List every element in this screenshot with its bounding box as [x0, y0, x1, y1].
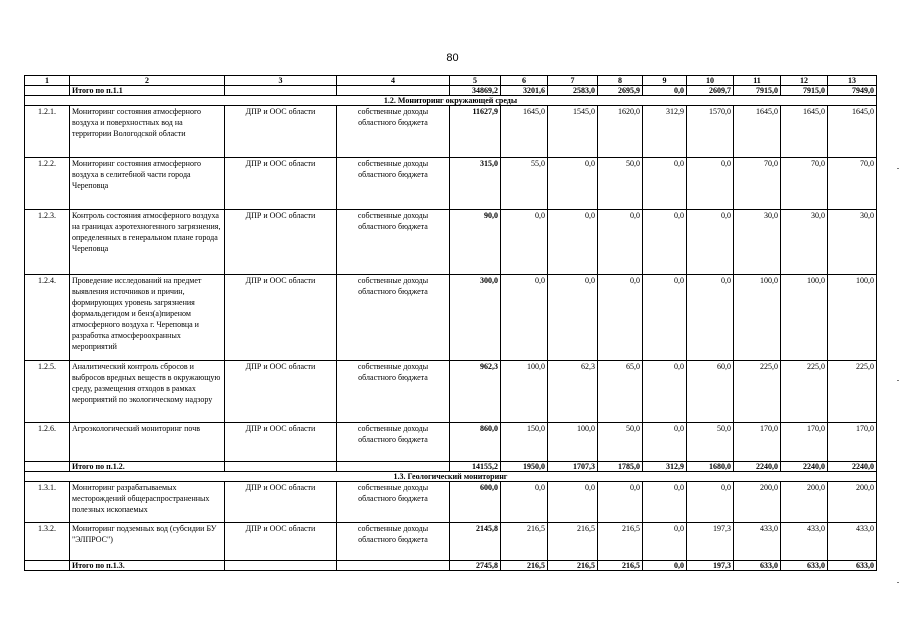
item-value: 170,0 [781, 423, 828, 462]
item-value: 0,0 [687, 482, 734, 523]
item-value: 433,0 [828, 523, 877, 561]
item-executor: ДПР и ООС области [225, 523, 337, 561]
item-number: 1.2.6. [25, 423, 70, 462]
item-value: 216,5 [548, 523, 598, 561]
margin-mark [897, 582, 899, 583]
item-value: 50,0 [598, 158, 643, 210]
item-value: 225,0 [734, 361, 781, 423]
table-row [25, 361, 877, 423]
item-value: 0,0 [548, 275, 598, 361]
item-name: Мониторинг подземных вод (субсидии БУ "ЭЛПРОС") [70, 523, 225, 561]
item-value: 1645,0 [828, 106, 877, 158]
item-funding-source: собственные доходы областного бюджета [337, 523, 450, 561]
item-number: 1.2.1. [25, 106, 70, 158]
item-value: 0,0 [501, 482, 548, 523]
total-row [25, 561, 877, 571]
item-value: 30,0 [781, 210, 828, 275]
total-value: 2240,0 [828, 462, 877, 472]
total-value: 1707,3 [548, 462, 598, 472]
item-value: 65,0 [598, 361, 643, 423]
item-funding-source: собственные доходы областного бюджета [337, 423, 450, 462]
item-value: 1570,0 [687, 106, 734, 158]
empty-cell [25, 561, 70, 571]
item-value: 100,0 [548, 423, 598, 462]
empty-cell [225, 462, 337, 472]
item-funding-source: собственные доходы областного бюджета [337, 275, 450, 361]
section-row [25, 472, 877, 482]
item-value: 11627,9 [450, 106, 501, 158]
header-cell: 9 [643, 76, 687, 86]
header-cell: 1 [25, 76, 70, 86]
item-number: 1.3.1. [25, 482, 70, 523]
item-value: 0,0 [598, 482, 643, 523]
item-executor: ДПР и ООС области [225, 275, 337, 361]
total-value: 0,0 [643, 561, 687, 571]
header-cell: 5 [450, 76, 501, 86]
total-value: 14155,2 [450, 462, 501, 472]
item-name: Агроэкологический мониторинг почв [70, 423, 225, 462]
item-funding-source: собственные доходы областного бюджета [337, 361, 450, 423]
section-row [25, 96, 877, 106]
item-value: 225,0 [828, 361, 877, 423]
item-value: 312,9 [643, 106, 687, 158]
item-funding-source: собственные доходы областного бюджета [337, 210, 450, 275]
item-value: 315,0 [450, 158, 501, 210]
item-value: 200,0 [828, 482, 877, 523]
table-row [25, 482, 877, 523]
item-value: 0,0 [501, 275, 548, 361]
item-funding-source: собственные доходы областного бюджета [337, 106, 450, 158]
item-value: 1645,0 [734, 106, 781, 158]
item-name: Аналитический контроль сбросов и выбросов вредных веществ в окружающую среду, размещения отходов в рамках мероприятий по экологическому надзору [70, 361, 225, 423]
empty-cell [225, 86, 337, 96]
total-label: Итого по п.1.1 [70, 86, 225, 96]
item-value: 0,0 [548, 482, 598, 523]
total-value: 1680,0 [687, 462, 734, 472]
item-value: 1620,0 [598, 106, 643, 158]
item-value: 50,0 [687, 423, 734, 462]
item-value: 860,0 [450, 423, 501, 462]
item-name: Проведение исследований на предмет выявления источников и причин, формирующих уровень загрязнения формальдегидом и бенз(а)пиреном атмосферного воздуха г. Череповца и разработка атмосфероохранных мероприятий [70, 275, 225, 361]
item-value: 0,0 [643, 158, 687, 210]
empty-cell [225, 561, 337, 571]
item-value: 0,0 [598, 210, 643, 275]
item-value: 433,0 [781, 523, 828, 561]
total-value: 2609,7 [687, 86, 734, 96]
empty-cell [337, 462, 450, 472]
item-value: 216,5 [598, 523, 643, 561]
item-value: 60,0 [687, 361, 734, 423]
total-value: 7915,0 [734, 86, 781, 96]
total-value: 633,0 [734, 561, 781, 571]
item-value: 0,0 [643, 482, 687, 523]
header-cell: 10 [687, 76, 734, 86]
item-value: 962,3 [450, 361, 501, 423]
item-name: Мониторинг разрабатываемых месторождений общераспространенных полезных ископаемых [70, 482, 225, 523]
total-value: 633,0 [828, 561, 877, 571]
table-row [25, 210, 877, 275]
total-value: 216,5 [598, 561, 643, 571]
header-cell: 3 [225, 76, 337, 86]
item-value: 2145,8 [450, 523, 501, 561]
header-cell: 12 [781, 76, 828, 86]
item-value: 100,0 [501, 361, 548, 423]
table-row [25, 158, 877, 210]
item-value: 200,0 [734, 482, 781, 523]
item-value: 1645,0 [781, 106, 828, 158]
total-row [25, 86, 877, 96]
empty-cell [25, 462, 70, 472]
item-value: 0,0 [643, 275, 687, 361]
item-value: 225,0 [781, 361, 828, 423]
item-value: 62,3 [548, 361, 598, 423]
item-value: 70,0 [781, 158, 828, 210]
total-value: 216,5 [501, 561, 548, 571]
item-value: 70,0 [734, 158, 781, 210]
empty-cell [25, 86, 70, 96]
item-value: 0,0 [687, 158, 734, 210]
empty-cell [337, 86, 450, 96]
total-value: 3201,6 [501, 86, 548, 96]
total-value: 2240,0 [734, 462, 781, 472]
item-value: 0,0 [643, 361, 687, 423]
empty-cell [337, 561, 450, 571]
item-number: 1.2.2. [25, 158, 70, 210]
item-value: 0,0 [687, 210, 734, 275]
total-value: 2240,0 [781, 462, 828, 472]
item-value: 170,0 [828, 423, 877, 462]
table-row [25, 423, 877, 462]
table-row [25, 106, 877, 158]
header-row [25, 76, 877, 86]
margin-mark [897, 380, 899, 381]
item-value: 0,0 [548, 158, 598, 210]
header-cell: 6 [501, 76, 548, 86]
item-executor: ДПР и ООС области [225, 158, 337, 210]
item-value: 100,0 [828, 275, 877, 361]
item-number: 1.2.3. [25, 210, 70, 275]
item-value: 216,5 [501, 523, 548, 561]
total-value: 1950,0 [501, 462, 548, 472]
item-value: 0,0 [501, 210, 548, 275]
item-value: 0,0 [643, 523, 687, 561]
item-value: 30,0 [828, 210, 877, 275]
item-value: 200,0 [781, 482, 828, 523]
table-row [25, 275, 877, 361]
item-value: 30,0 [734, 210, 781, 275]
total-value: 7949,0 [828, 86, 877, 96]
total-value: 633,0 [781, 561, 828, 571]
item-number: 1.2.4. [25, 275, 70, 361]
item-executor: ДПР и ООС области [225, 482, 337, 523]
item-executor: ДПР и ООС области [225, 210, 337, 275]
item-value: 0,0 [687, 275, 734, 361]
budget-table [24, 75, 877, 571]
total-label: Итого по п.1.3. [70, 561, 225, 571]
total-value: 7915,0 [781, 86, 828, 96]
item-name: Контроль состояния атмосферного воздуха на границах аэротехногенного загрязнения, определенных в генеральном плане города Череповца [70, 210, 225, 275]
item-value: 50,0 [598, 423, 643, 462]
table-row [25, 523, 877, 561]
item-value: 0,0 [548, 210, 598, 275]
header-cell: 7 [548, 76, 598, 86]
header-cell: 2 [70, 76, 225, 86]
item-value: 150,0 [501, 423, 548, 462]
item-value: 100,0 [734, 275, 781, 361]
item-value: 600,0 [450, 482, 501, 523]
total-value: 216,5 [548, 561, 598, 571]
total-value: 312,9 [643, 462, 687, 472]
total-label: Итого по п.1.2. [70, 462, 225, 472]
header-cell: 11 [734, 76, 781, 86]
item-executor: ДПР и ООС области [225, 423, 337, 462]
item-executor: ДПР и ООС области [225, 106, 337, 158]
total-value: 2745,8 [450, 561, 501, 571]
item-value: 0,0 [598, 275, 643, 361]
item-value: 90,0 [450, 210, 501, 275]
item-value: 70,0 [828, 158, 877, 210]
item-executor: ДПР и ООС области [225, 361, 337, 423]
item-value: 197,3 [687, 523, 734, 561]
item-number: 1.2.5. [25, 361, 70, 423]
item-name: Мониторинг состояния атмосферного воздуха и поверхностных вод на территории Вологодской области [70, 106, 225, 158]
total-value: 0,0 [643, 86, 687, 96]
item-value: 55,0 [501, 158, 548, 210]
total-value: 2695,9 [598, 86, 643, 96]
item-value: 1645,0 [501, 106, 548, 158]
total-row [25, 462, 877, 472]
item-name: Мониторинг состояния атмосферного воздуха в селитебной части города Череповца [70, 158, 225, 210]
section-title: 1.2. Мониторинг окружающей среды [25, 96, 877, 106]
header-cell: 13 [828, 76, 877, 86]
item-number: 1.3.2. [25, 523, 70, 561]
total-value: 2583,0 [548, 86, 598, 96]
item-value: 0,0 [643, 210, 687, 275]
item-value: 170,0 [734, 423, 781, 462]
header-cell: 4 [337, 76, 450, 86]
item-value: 433,0 [734, 523, 781, 561]
total-value: 34869,2 [450, 86, 501, 96]
item-value: 300,0 [450, 275, 501, 361]
margin-mark [897, 168, 899, 169]
section-title: 1.3. Геологический мониторинг [25, 472, 877, 482]
page-number: 80 [446, 52, 459, 64]
item-value: 1545,0 [548, 106, 598, 158]
item-value: 100,0 [781, 275, 828, 361]
item-value: 0,0 [643, 423, 687, 462]
total-value: 1785,0 [598, 462, 643, 472]
total-value: 197,3 [687, 561, 734, 571]
item-funding-source: собственные доходы областного бюджета [337, 158, 450, 210]
header-cell: 8 [598, 76, 643, 86]
item-funding-source: собственные доходы областного бюджета [337, 482, 450, 523]
